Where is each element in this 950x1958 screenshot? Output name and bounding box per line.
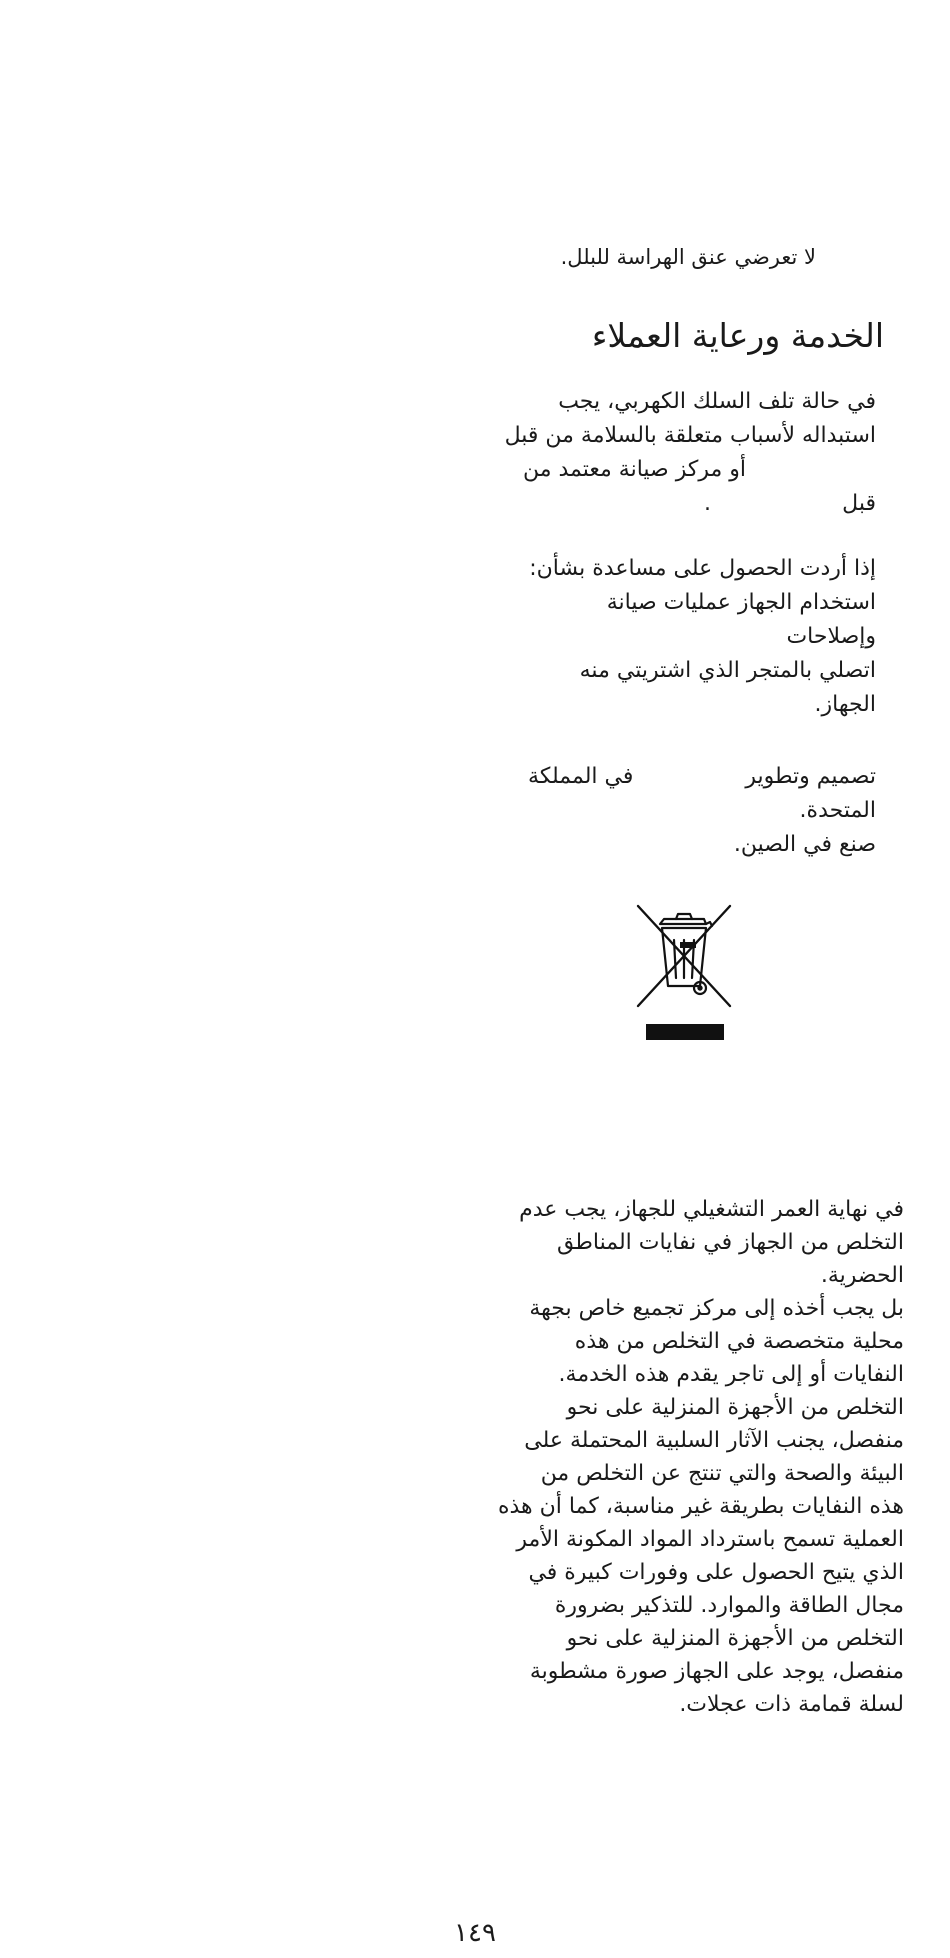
design-part-1: تصميم وتطوير xyxy=(745,764,876,789)
warning-text: لا تعرضي عنق الهراسة للبلل. xyxy=(560,245,816,269)
disposal-line: منفصل، يجنب الآثار السلبية المحتملة على xyxy=(524,1428,904,1453)
design-part-2: في المملكة xyxy=(528,764,634,789)
service-line: في حالة تلف السلك الكهربي، يجب xyxy=(558,389,876,414)
assistance-line: وإصلاحات xyxy=(786,624,876,649)
disposal-line: التخلص من الجهاز في نفايات المناطق xyxy=(557,1230,904,1255)
disposal-line: النفايات أو إلى تاجر يقدم هذه الخدمة. xyxy=(558,1362,904,1387)
made-in-line: صنع في الصين. xyxy=(733,832,876,857)
disposal-paragraph xyxy=(498,1193,904,1721)
design-origin-paragraph xyxy=(528,760,876,862)
disposal-line: محلية متخصصة في التخلص من هذه xyxy=(574,1329,904,1354)
disposal-line: بل يجب أخذه إلى مركز تجميع خاص بجهة xyxy=(529,1296,904,1321)
design-line xyxy=(528,760,876,794)
assistance-line: إذا أردت الحصول على مساعدة بشأن: xyxy=(529,556,876,581)
service-line-period: . xyxy=(704,491,711,516)
assistance-line: الجهاز. xyxy=(814,692,876,717)
design-line: المتحدة. xyxy=(799,798,876,823)
disposal-line: الذي يتيح الحصول على وفورات كبيرة في xyxy=(528,1560,904,1585)
disposal-line: مجال الطاقة والموارد. للتذكير بضرورة xyxy=(554,1593,904,1618)
service-line: استبداله لأسباب متعلقة بالسلامة من قبل xyxy=(504,423,876,448)
crossed-out-wheelie-bin-icon xyxy=(630,900,740,1040)
disposal-line: هذه النفايات بطريقة غير مناسبة، كما أن هذه xyxy=(497,1494,904,1519)
service-line-text: قبل xyxy=(842,491,876,516)
service-paragraph xyxy=(505,385,876,521)
assistance-line: اتصلي بالمتجر الذي اشتريتي منه xyxy=(579,658,876,683)
disposal-line: منفصل، يوجد على الجهاز صورة مشطوبة xyxy=(529,1659,904,1684)
disposal-line: الحضرية. xyxy=(820,1263,904,1288)
disposal-line: العملية تسمح باسترداد المواد المكونة الأمر xyxy=(516,1527,904,1552)
section-heading: الخدمة ورعاية العملاء xyxy=(591,316,884,355)
page-number: ١٤٩ xyxy=(454,1918,496,1948)
disposal-line: لسلة قمامة ذات عجلات. xyxy=(679,1692,904,1717)
service-line xyxy=(505,487,876,521)
disposal-line: التخلص من الأجهزة المنزلية على نحو xyxy=(566,1395,904,1420)
service-line: أو مركز صيانة معتمد من xyxy=(522,457,746,482)
disposal-line: في نهاية العمر التشغيلي للجهاز، يجب عدم xyxy=(519,1197,904,1222)
disposal-line: البيئة والصحة والتي تنتج عن التخلص من xyxy=(540,1461,904,1486)
disposal-line: التخلص من الأجهزة المنزلية على نحو xyxy=(566,1626,904,1651)
assistance-line: استخدام الجهاز عمليات صيانة xyxy=(606,590,876,615)
assistance-paragraph xyxy=(529,552,876,722)
